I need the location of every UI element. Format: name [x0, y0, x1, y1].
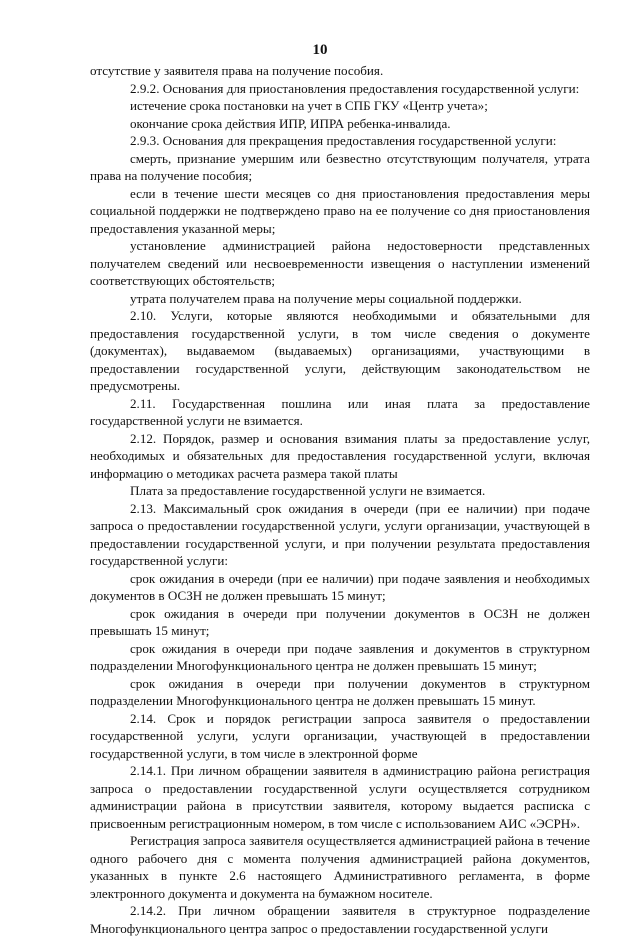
paragraph: 2.9.2. Основания для приостановления предоставления государственной услуги:: [130, 80, 580, 96]
paragraph: 2.11. Государственная пошлина или иная плата за предоставление государственной услуги не взимается.: [90, 395, 590, 428]
paragraph: Плата за предоставление государственной услуги не взимается.: [130, 483, 486, 498]
paragraph: если в течение шести месяцев со дня приостановления предоставления меры социальной поддержки не подтверждено право на ее получение со дня приостановления предоставления указанной меры;: [90, 185, 590, 236]
paragraph: 2.10. Услуги, которые являются необходимыми и обязательными для предоставления государственной услуги, в том числе сведения о документе (документах), выдаваемом (выдаваемых) организациями, участвующими в предоставлении государственной услуги, действующим законодательством не предусмотрены.: [90, 308, 590, 393]
paragraph: смерть, признание умершим или безвестно отсутствующим получателя, утрата права на получение пособия;: [90, 150, 590, 183]
paragraph: отсутствие у заявителя права на получение пособия.: [90, 63, 384, 78]
paragraph: 2.14. Срок и порядок регистрации запроса заявителя о предоставлении государственной услуги, услуги организации, участвующей в предоставлении государственной услуги, в том числе в электронной форме: [90, 710, 590, 761]
paragraph: срок ожидания в очереди (при ее наличии) при подаче заявления и необходимых документов в ОСЗН не должен превышать 15 минут;: [90, 570, 590, 603]
paragraph: 2.13. Максимальный срок ожидания в очереди (при ее наличии) при подаче запроса о предоставлении государственной услуги, услуги организации, участвующей в предоставлении государственной услуги, и при получении результата предоставления государственной услуги:: [90, 500, 590, 568]
document-body: [90, 62, 590, 937]
paragraph: Регистрация запроса заявителя осуществляется администрацией района в течение одного рабочего дня с момента получения администрацией района документов, указанных в пункте 2.6 настоящего Административного регламента, в форме электронного документа и документа на бумажном носителе.: [90, 833, 590, 901]
paragraph: 2.9.3. Основания для прекращения предоставления государственной услуги:: [130, 133, 557, 148]
paragraph: срок ожидания в очереди при получении документов в структурном подразделении Многофункционального центра не должен превышать 15 минут.: [90, 675, 590, 708]
page-number: 10: [312, 42, 328, 58]
paragraph: утрата получателем права на получение меры социальной поддержки.: [130, 290, 522, 306]
paragraph: 2.14.1. При личном обращении заявителя в администрацию района регистрация запроса о предоставлении государственной услуги осуществляется сотрудником администрации района в присутствии заявителя, которому выдается расписка с присвоенным регистрационным номером, в том числе с использованием АИС «ЭСРН».: [90, 763, 590, 831]
paragraph: истечение срока постановки на учет в СПБ ГКУ «Центр учета»;: [130, 98, 488, 113]
paragraph: срок ожидания в очереди при подаче заявления и документов в структурном подразделении Многофункционального центра не должен превышать 15 минут;: [90, 640, 590, 673]
paragraph: 2.14.2. При личном обращении заявителя в структурное подразделение Многофункционального центра запрос о предоставлении государственной услуги: [90, 903, 590, 936]
paragraph: установление администрацией района недостоверности представленных получателем сведений или несвоевременности извещения о наступлении изменений соответствующих обстоятельств;: [90, 238, 590, 288]
paragraph: срок ожидания в очереди при получении документов в ОСЗН не должен превышать 15 минут;: [90, 605, 590, 638]
paragraph: 2.12. Порядок, размер и основания взимания платы за предоставление услуг, необходимых и обязательных для предоставления государственной услуги, включая информацию о методиках расчета размера такой платы: [90, 430, 590, 481]
paragraph: окончание срока действия ИПР, ИПРА ребенка-инвалида.: [130, 115, 451, 131]
